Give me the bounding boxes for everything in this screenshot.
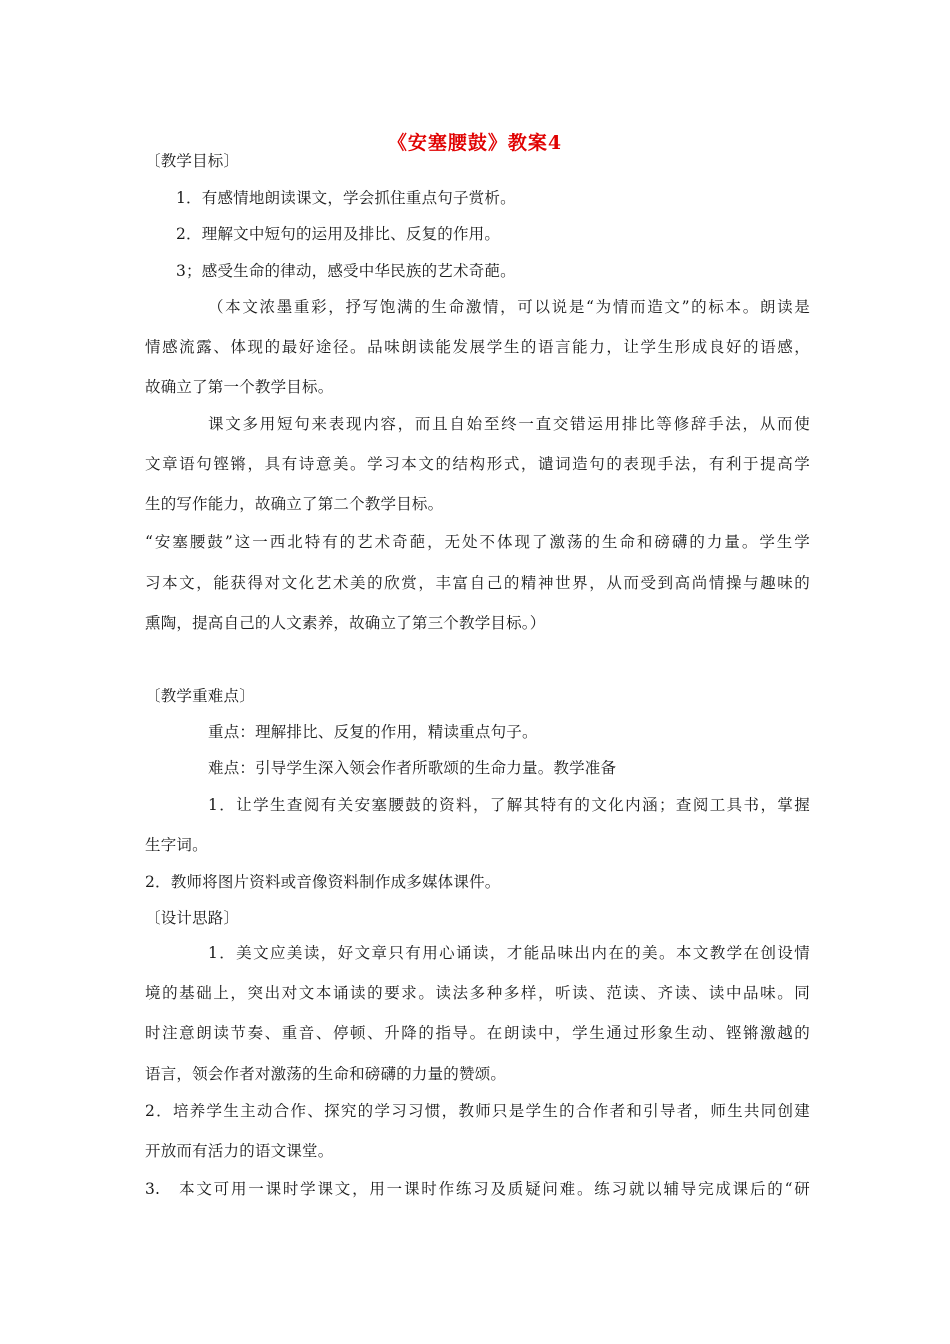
paragraph-line: “安塞腰鼓”这一西北特有的艺术奇葩，无处不体现了激荡的生命和磅礴的力量。学生学 xyxy=(145,533,810,551)
paragraph-line: 情感流露、体现的最好途径。品味朗读能发展学生的语言能力，让学生形成良好的语感， xyxy=(145,338,810,356)
design-line: 境的基础上，突出对文本诵读的要求。读法多种多样，听读、范读、齐读、读中品味。同 xyxy=(145,984,810,1002)
document-title: 《安塞腰鼓》教案4 xyxy=(387,132,563,154)
preparation-line: 生字词。 xyxy=(145,836,208,854)
paragraph-line: 习本文，能获得对文化艺术美的欣赏，丰富自己的精神世界，从而受到高尚情操与趣味的 xyxy=(145,574,810,592)
paragraph-line: 故确立了第一个教学目标。 xyxy=(145,378,334,396)
objective-item-2: 2．理解文中短句的运用及排比、反复的作用。 xyxy=(176,225,501,243)
key-point-line: 重点：理解排比、反复的作用，精读重点句子。 xyxy=(208,723,538,741)
design-line: 开放而有活力的语文课堂。 xyxy=(145,1142,334,1160)
objective-item-3: 3；感受生命的律动，感受中华民族的艺术奇葩。 xyxy=(176,262,516,280)
section-heading-design: 〔设计思路〕 xyxy=(145,909,240,927)
design-line: 2．培养学生主动合作、探究的学习习惯，教师只是学生的合作者和引导者，师生共同创建 xyxy=(145,1102,810,1120)
design-line: 1．美文应美读，好文章只有用心诵读，才能品味出内在的美。本文教学在创设情 xyxy=(208,944,810,962)
preparation-line: 2．教师将图片资料或音像资料制作成多媒体课件。 xyxy=(145,873,501,891)
paragraph-line: （本文浓墨重彩，抒写饱满的生命激情，可以说是“为情而造文”的标本。朗读是 xyxy=(208,298,810,316)
difficulty-line: 难点：引导学生深入领会作者所歌颂的生命力量。教学准备 xyxy=(208,759,617,777)
design-line: 3. 本文可用一课时学课文，用一课时作练习及质疑问难。练习就以辅导完成课后的“研 xyxy=(145,1180,810,1198)
design-line: 语言，领会作者对激荡的生命和磅礴的力量的赞颂。 xyxy=(145,1065,507,1083)
paragraph-line: 课文多用短句来表现内容，而且自始至终一直交错运用排比等修辞手法，从而使 xyxy=(208,415,810,433)
design-line: 时注意朗读节奏、重音、停顿、升降的指导。在朗读中，学生通过形象生动、铿锵激越的 xyxy=(145,1024,810,1042)
objective-item-1: 1．有感情地朗读课文，学会抓住重点句子赏析。 xyxy=(176,189,516,207)
preparation-line: 1．让学生查阅有关安塞腰鼓的资料，了解其特有的文化内涵；查阅工具书，掌握 xyxy=(208,796,810,814)
paragraph-line: 熏陶，提高自己的人文素养，故确立了第三个教学目标。） xyxy=(145,614,546,632)
paragraph-line: 文章语句铿锵，具有诗意美。学习本文的结构形式，谴词造句的表现手法，有利于提高学 xyxy=(145,455,810,473)
paragraph-line: 生的写作能力，故确立了第二个教学目标。 xyxy=(145,495,444,513)
section-heading-key-points: 〔教学重难点〕 xyxy=(145,687,255,705)
section-heading-objectives: 〔教学目标〕 xyxy=(145,152,240,170)
